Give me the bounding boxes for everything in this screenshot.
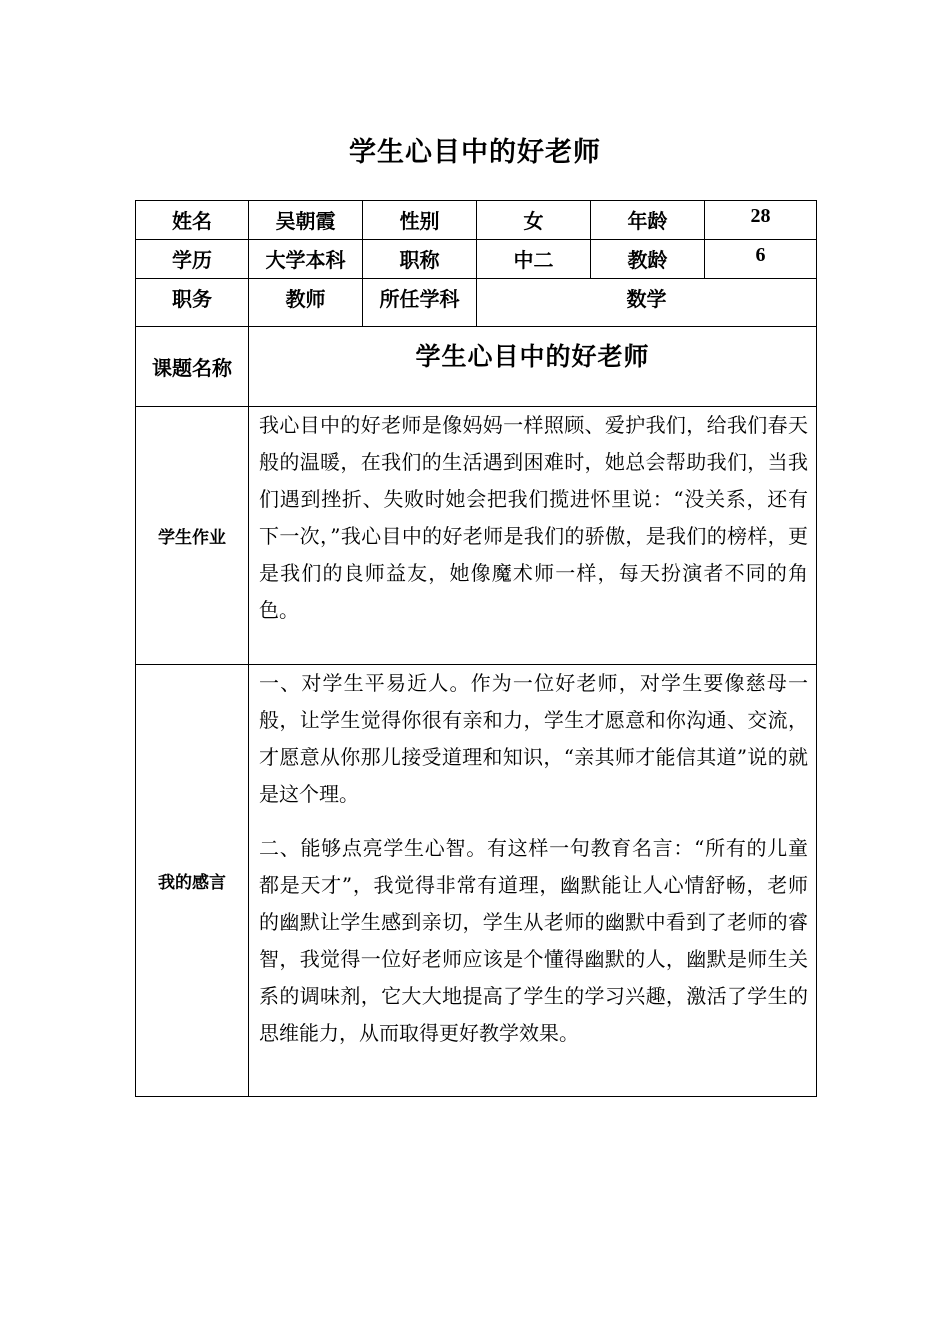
subject-label: 所任学科 <box>363 279 477 327</box>
teaching-years-label: 教龄 <box>591 240 705 279</box>
table-row <box>136 407 817 665</box>
topic-value: 学生心目中的好老师 <box>249 327 817 407</box>
table-row <box>136 201 817 240</box>
name-value: 吴朝霞 <box>249 201 363 240</box>
teacher-info-table <box>135 200 817 1097</box>
reflection-paragraph-1: 一、对学生平易近人。作为一位好老师，对学生要像慈母一般，让学生觉得你很有亲和力，学生才愿意和你沟通、交流，才愿意从你那儿接受道理和知识，“亲其师才能信其道”说的就是这个理。 <box>259 671 808 806</box>
student-work-paragraph: 我心目中的好老师是像妈妈一样照顾、爱护我们，给我们春天般的温暖，在我们的生活遇到困难时，她总会帮助我们，当我们遇到挫折、失败时她会把我们揽进怀里说：“没关系，还有下一次，”我心目中的好老师是我们的骄傲，是我们的榜样，更是我们的良师益友，她像魔术师一样，每天扮演者不同的角色。 <box>259 413 808 622</box>
teaching-years-value: 6 <box>705 240 817 279</box>
reflection-paragraph-2: 二、能够点亮学生心智。有这样一句教育名言：“所有的儿童都是天才”，我觉得非常有道理，幽默能让人心情舒畅，老师的幽默让学生感到亲切，学生从老师的幽默中看到了老师的睿智，我觉得一位好老师应该是个懂得幽默的人，幽默是师生关系的调味剂，它大大地提高了学生的学习兴趣，激活了学生的思维能力，从而取得更好教学效果。 <box>259 836 808 1045</box>
table-row <box>136 279 817 327</box>
position-label: 职务 <box>136 279 249 327</box>
page-title: 学生心目中的好老师 <box>349 137 601 168</box>
student-work-label: 学生作业 <box>136 407 249 665</box>
age-label: 年龄 <box>591 201 705 240</box>
table-row <box>136 240 817 279</box>
gender-label: 性别 <box>363 201 477 240</box>
subject-value: 数学 <box>477 279 817 327</box>
reflection-label: 我的感言 <box>136 665 249 1097</box>
student-work-text <box>249 407 817 665</box>
gender-value: 女 <box>477 201 591 240</box>
position-value: 教师 <box>249 279 363 327</box>
topic-label: 课题名称 <box>136 327 249 407</box>
rank-label: 职称 <box>363 240 477 279</box>
education-value: 大学本科 <box>249 240 363 279</box>
table-row <box>136 665 817 1097</box>
reflection-text <box>249 665 817 1097</box>
rank-value: 中二 <box>477 240 591 279</box>
education-label: 学历 <box>136 240 249 279</box>
name-label: 姓名 <box>136 201 249 240</box>
age-value: 28 <box>705 201 817 240</box>
table-row <box>136 327 817 407</box>
